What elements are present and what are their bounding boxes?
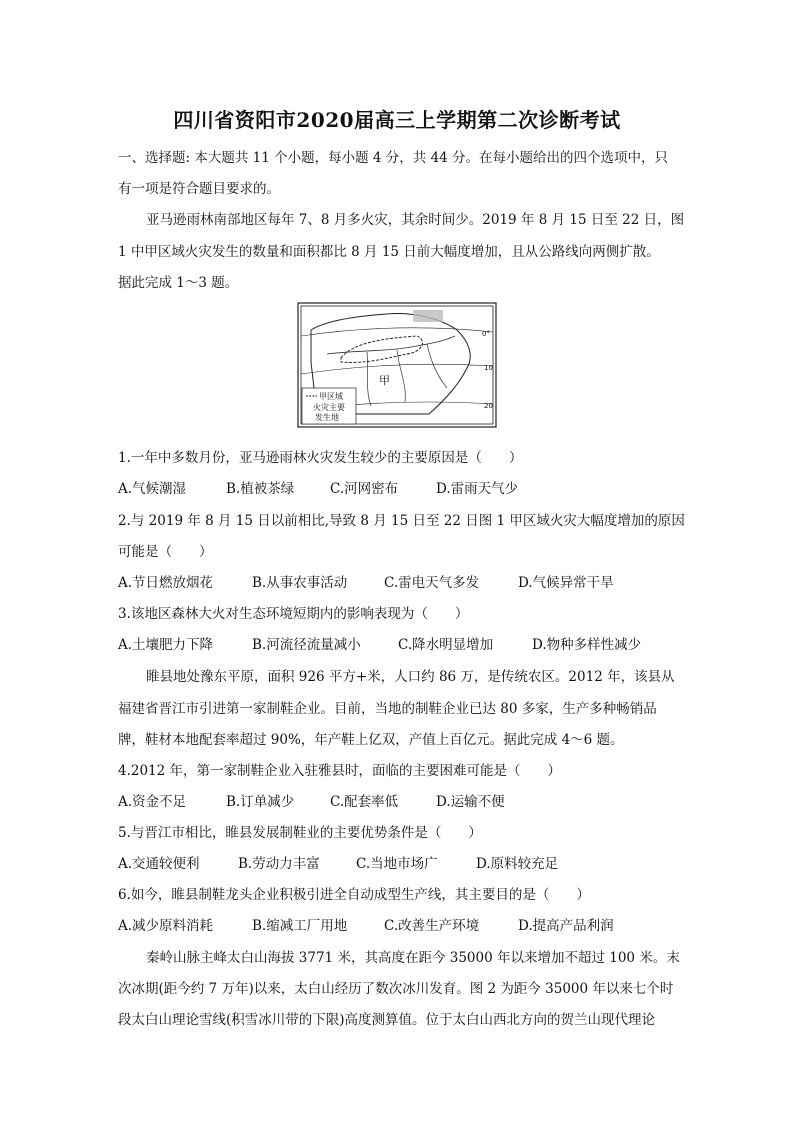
option-b: B.订单减少 <box>226 794 295 810</box>
text-line: 有一项是符合题目要求的。 <box>118 181 280 197</box>
option-d: D.原料较充足 <box>476 856 559 872</box>
option-c: C.改善生产环境 <box>384 918 480 934</box>
legend-text: 火灾主要 <box>313 403 345 412</box>
text-line: 1 中甲区域火灾发生的数量和面积都比 8 月 15 日前大幅度增加，且从公路线向两侧扩散。 <box>118 244 660 260</box>
text-line: 据此完成 1～3 题。 <box>118 275 239 291</box>
option-b: B.河流径流量减小 <box>252 637 361 653</box>
blur-mark <box>413 310 443 322</box>
option-a: A.节日燃放烟花 <box>118 575 214 591</box>
lat-label: 20 <box>484 402 493 410</box>
question-stem: 2.与 2019 年 8 月 15 日以前相比,导致 8 月 15 日至 22 日图 1 甲区域火灾大幅度增加的原因 <box>118 513 685 529</box>
lat-label: 10 <box>484 364 493 372</box>
option-a: A.减少原料消耗 <box>118 918 214 934</box>
option-d: D.运输不便 <box>436 794 505 810</box>
option-a: A.交通较便利 <box>118 856 200 872</box>
text-line: 段太白山理论雪线(积雪冰川带的下限)高度测算值。位于太白山西北方向的贺兰山现代理论 <box>118 1012 656 1028</box>
option-d: D.提高产品利润 <box>518 918 614 934</box>
option-d: D.雷雨天气少 <box>436 481 519 497</box>
option-a: A.土壤肥力下降 <box>118 637 214 653</box>
question-stem: 1.一年中多数月份，亚马逊雨林火灾发生较少的主要原因是（ ） <box>118 450 523 466</box>
question-stem: 4.2012 年，第一家制鞋企业入驻雅县时，面临的主要困难可能是（ ） <box>118 763 562 779</box>
text-line: 一、选择题: 本大题共 11 个小题，每小题 4 分，共 44 分。在每小题给出的四个选项中，只 <box>118 150 669 166</box>
legend-text: 发生地 <box>315 413 339 422</box>
legend-text: 甲区域 <box>319 392 343 401</box>
option-c: C.配套率低 <box>330 794 399 810</box>
exam-title: 四川省资阳市2020届高三上学期第二次诊断考试 <box>173 108 621 132</box>
lat-label: 0° <box>482 330 490 338</box>
region-label: 甲 <box>379 374 390 387</box>
option-c: C.河网密布 <box>330 481 399 497</box>
option-b: B.劳动力丰富 <box>238 856 320 872</box>
map-legend <box>302 388 356 424</box>
text-line: 福建省晋江市引进第一家制鞋企业。目前，当地的制鞋企业已达 80 多家，生产多种畅销品 <box>118 701 657 717</box>
option-d: D.物种多样性减少 <box>532 637 642 653</box>
option-b: B.从事农事活动 <box>252 575 348 591</box>
text-line: 秦岭山脉主峰太白山海拔 3771 米，其高度在距今 35000 年以来增加不超过 100 米。末 <box>146 950 680 966</box>
text-line: 牌，鞋材本地配套率超过 90%，年产鞋上亿双，产值上百亿元。据此完成 4～6 题。 <box>118 732 624 748</box>
option-a: A.气候潮湿 <box>118 481 187 497</box>
question-stem: 5.与晋江市相比，睢县发展制鞋业的主要优势条件是（ ） <box>118 825 482 841</box>
option-c: C.雷电天气多发 <box>384 575 480 591</box>
option-c: C.降水明显增加 <box>398 637 494 653</box>
option-a: A.资金不足 <box>118 794 187 810</box>
amazon-map-figure <box>297 302 497 428</box>
option-b: B.缩减工厂用地 <box>252 918 348 934</box>
option-d: D.气候异常干旱 <box>518 575 614 591</box>
text-line: 亚马逊雨林南部地区每年 7、8 月多火灾，其余时间少。2019 年 8 月 15 日至 22 日，图 <box>146 212 685 228</box>
option-c: C.当地市场广 <box>356 856 438 872</box>
question-stem: 可能是（ ） <box>118 544 213 560</box>
option-b: B.植被茶绿 <box>226 481 295 497</box>
question-stem: 6.如今，睢县制鞋龙头企业积极引进全自动成型生产线，其主要目的是（ ） <box>118 887 590 903</box>
question-stem: 3.该地区森林大火对生态环境短期内的影响表现为（ ） <box>118 606 469 622</box>
text-line: 睢县地处豫东平原，面积 926 平方+米，人口约 86 万，是传统农区。2012 年，该县从 <box>146 669 675 685</box>
text-line: 次冰期(距今约 7 万年)以来，太白山经历了数次冰川发育。图 2 为距今 35000 年以来七个时 <box>118 981 674 997</box>
